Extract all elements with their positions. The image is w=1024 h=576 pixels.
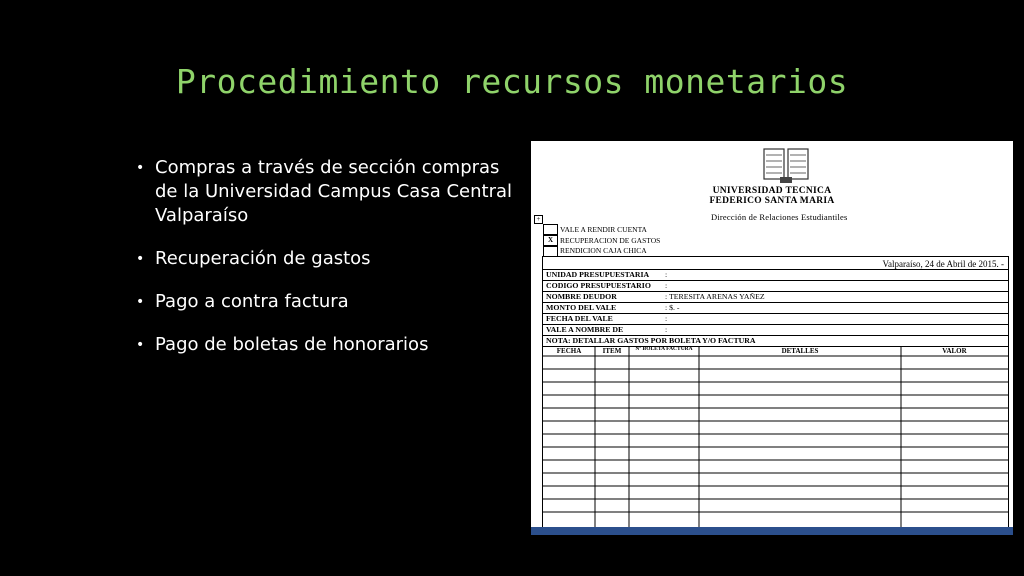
option-checkbox: X xyxy=(543,235,558,246)
field-value: : xyxy=(665,325,668,334)
direction-label: Dirección de Relaciones Estudiantiles xyxy=(711,212,848,222)
bullet-dot-icon: • xyxy=(136,160,145,176)
field-label: VALE A NOMBRE DE xyxy=(546,325,624,334)
bullet-list xyxy=(136,156,516,376)
column-header: VALOR xyxy=(942,347,967,355)
note-label: NOTA: DETALLAR GASTOS POR BOLETA Y/O FACTURA xyxy=(546,336,756,345)
option-label: VALE A RENDIR CUENTA xyxy=(560,225,647,234)
detail-grid xyxy=(543,257,1008,527)
field-value: : TERESITA ARENAS YAÑEZ xyxy=(665,292,765,301)
field-label: NOMBRE DEUDOR xyxy=(546,292,617,301)
place-date: Valparaíso, 24 de Abril de 2015. - xyxy=(882,259,1004,269)
bullet-dot-icon: • xyxy=(136,337,145,353)
bullet-text: Pago a contra factura xyxy=(155,291,349,312)
form-image xyxy=(531,141,1013,535)
bullet-dot-icon: • xyxy=(136,251,145,267)
bullet-text: Recuperación de gastos xyxy=(155,248,371,269)
bullet-text: Pago de boletas de honorarios xyxy=(155,334,429,355)
move-handle-icon: + xyxy=(534,215,543,224)
bullet-item xyxy=(136,247,516,271)
bullet-dot-icon: • xyxy=(136,294,145,310)
field-value: : xyxy=(665,281,668,290)
column-header: Nº BOLETA FACTURA xyxy=(635,346,693,352)
bullet-item xyxy=(136,333,516,357)
university-name-line2: FEDERICO SANTA MARIA xyxy=(709,196,835,206)
bottom-band xyxy=(531,527,1013,535)
university-name-line1: UNIVERSIDAD TECNICA xyxy=(712,186,832,196)
bullet-text: Compras a través de sección compras de la Universidad Campus Casa Central Valparaíso xyxy=(155,157,513,226)
column-header: DETALLES xyxy=(781,347,819,355)
bullet-item xyxy=(136,290,516,314)
field-label: UNIDAD PRESUPUESTARIA xyxy=(546,270,650,279)
option-checkbox xyxy=(543,224,558,235)
field-label: CODIGO PRESUPUESTARIO xyxy=(546,281,651,290)
form-table xyxy=(542,256,1009,528)
university-crest-icon xyxy=(762,147,810,185)
field-value: : $. - xyxy=(665,303,680,312)
option-label: RENDICION CAJA CHICA xyxy=(560,246,647,255)
field-value: : xyxy=(665,270,668,279)
field-label: FECHA DEL VALE xyxy=(546,314,613,323)
option-label: RECUPERACION DE GASTOS xyxy=(560,236,661,245)
column-header: FECHA xyxy=(556,347,582,355)
slide-title: Procedimiento recursos monetarios xyxy=(175,62,849,101)
field-label: MONTO DEL VALE xyxy=(546,303,617,312)
column-header: ITEM xyxy=(602,347,622,355)
bullet-item xyxy=(136,156,516,228)
field-value: : xyxy=(665,314,668,323)
